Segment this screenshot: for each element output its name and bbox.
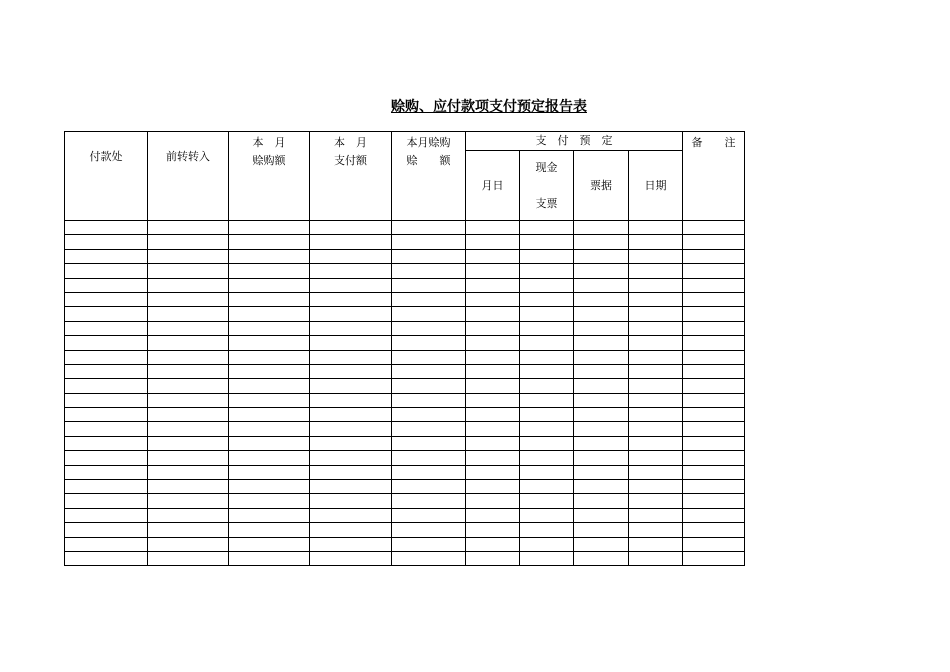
table-cell [392,221,466,235]
header-date [629,151,683,221]
table-cell [683,278,745,292]
table-cell [229,551,310,565]
table-cell [229,292,310,306]
table-cell [520,422,574,436]
table-cell [520,350,574,364]
table-cell [392,537,466,551]
table-cell [65,336,148,350]
table-cell [229,480,310,494]
table-row [65,336,745,350]
table-cell [574,465,629,479]
table-cell [520,393,574,407]
table-cell [629,379,683,393]
table-cell [629,494,683,508]
header-bill-label: 票据 [590,178,612,192]
table-cell [148,336,229,350]
table-cell [392,235,466,249]
table-cell [310,422,392,436]
table-cell [629,350,683,364]
header-payment-line2: 支付额 [334,154,367,167]
header-balance-line2: 赊 额 [406,154,451,167]
table-cell [683,336,745,350]
table-cell [574,451,629,465]
table-cell [629,321,683,335]
table-cell [466,350,520,364]
table-cell [574,393,629,407]
table-cell [466,451,520,465]
table-cell [65,393,148,407]
table-cell [310,551,392,565]
header-remarks [683,132,745,221]
table-cell [392,264,466,278]
table-row [65,523,745,537]
header-cash-check [520,151,574,221]
table-cell [629,249,683,263]
table-cell [310,393,392,407]
table-cell [148,551,229,565]
table-cell [310,465,392,479]
table-cell [629,537,683,551]
table-cell [683,465,745,479]
table-cell [629,278,683,292]
table-cell [520,264,574,278]
table-cell [310,235,392,249]
header-payee [65,132,148,221]
table-cell [574,364,629,378]
table-cell [520,480,574,494]
table-cell [520,221,574,235]
table-row [65,249,745,263]
table-cell [466,292,520,306]
header-balance-line1: 本月赊购 [406,136,451,149]
table-cell [574,235,629,249]
table-cell [310,336,392,350]
table-cell [683,508,745,522]
table-cell [520,307,574,321]
table-cell [229,379,310,393]
table-cell [229,364,310,378]
table-cell [310,494,392,508]
table-cell [574,422,629,436]
header-month-day [466,151,520,221]
table-cell [148,408,229,422]
table-cell [392,278,466,292]
document-title: 赊购、应付款项支付预定报告表 [391,99,587,115]
table-cell [310,249,392,263]
table-cell [466,537,520,551]
table-cell [392,451,466,465]
table-row [65,508,745,522]
table-cell [574,264,629,278]
table-cell [392,422,466,436]
table-row [65,494,745,508]
table-cell [229,494,310,508]
table-cell [629,451,683,465]
table-cell [629,292,683,306]
table-cell [466,336,520,350]
table-cell [392,336,466,350]
table-row [65,480,745,494]
table-cell [392,508,466,522]
table-cell [683,292,745,306]
table-row [65,379,745,393]
table-row [65,364,745,378]
table-cell [229,422,310,436]
table-cell [229,408,310,422]
table-cell [629,422,683,436]
header-payment-schedule [466,132,683,151]
table-cell [148,321,229,335]
table-cell [520,508,574,522]
table-cell [392,350,466,364]
table-row [65,350,745,364]
table-cell [683,436,745,450]
table-cell [65,364,148,378]
table-cell [683,480,745,494]
table-cell [310,508,392,522]
table-row [65,408,745,422]
table-cell [629,436,683,450]
table-cell [392,307,466,321]
table-cell [574,523,629,537]
table-cell [310,292,392,306]
table-cell [683,321,745,335]
table-cell [310,537,392,551]
table-cell [392,551,466,565]
table-cell [520,408,574,422]
table-cell [466,494,520,508]
table-cell [683,264,745,278]
table-cell [392,249,466,263]
table-cell [629,480,683,494]
table-cell [229,523,310,537]
table-cell [574,278,629,292]
table-cell [683,422,745,436]
table-cell [574,508,629,522]
table-cell [466,264,520,278]
table-cell [65,321,148,335]
table-cell [520,249,574,263]
table-cell [229,393,310,407]
table-cell [65,508,148,522]
table-cell [229,465,310,479]
table-cell [574,494,629,508]
table-cell [629,221,683,235]
table-cell [65,350,148,364]
table-cell [392,408,466,422]
table-cell [466,393,520,407]
table-cell [683,523,745,537]
table-cell [574,379,629,393]
table-row [65,321,745,335]
table-cell [310,480,392,494]
table-row [65,393,745,407]
table-cell [392,292,466,306]
table-cell [392,393,466,407]
table-cell [574,551,629,565]
table-cell [629,508,683,522]
table-cell [466,436,520,450]
table-cell [148,436,229,450]
table-cell [310,436,392,450]
table-cell [520,436,574,450]
table-cell [148,422,229,436]
header-credit-purchase-line2: 赊购额 [252,154,286,167]
table-cell [574,408,629,422]
table-row [65,307,745,321]
table-cell [148,508,229,522]
table-cell [574,336,629,350]
table-cell [65,480,148,494]
header-cash-label: 现金 [535,160,558,174]
table-cell [629,336,683,350]
header-date-label: 日期 [644,178,667,192]
table-cell [65,379,148,393]
table-cell [574,221,629,235]
table-row [65,551,745,565]
header-payment-line1: 本 月 [334,136,367,149]
table-row [65,465,745,479]
table-row [65,235,745,249]
table-cell [629,408,683,422]
table-cell [629,264,683,278]
table-cell [229,508,310,522]
header-check-label: 支票 [535,196,558,210]
header-credit-purchase-line1: 本 月 [252,136,286,149]
table-cell [65,436,148,450]
table-row [65,221,745,235]
table-row [65,264,745,278]
header-bill [574,151,629,221]
table-cell [310,408,392,422]
table-row [65,436,745,450]
table-cell [683,221,745,235]
table-cell [683,364,745,378]
table-cell [466,221,520,235]
table-cell [520,235,574,249]
table-cell [148,235,229,249]
table-cell [148,307,229,321]
table-cell [574,480,629,494]
table-cell [574,307,629,321]
table-cell [148,292,229,306]
table-cell [466,465,520,479]
table-cell [466,408,520,422]
table-cell [148,494,229,508]
table-cell [229,307,310,321]
table-cell [65,408,148,422]
table-cell [229,436,310,450]
table-cell [229,451,310,465]
table-cell [520,537,574,551]
table-cell [65,278,148,292]
table-cell [683,379,745,393]
table-cell [683,393,745,407]
table-cell [148,264,229,278]
table-cell [574,321,629,335]
table-cell [65,494,148,508]
table-cell [574,537,629,551]
table-cell [629,465,683,479]
table-cell [466,508,520,522]
header-payment-schedule-label: 支 付 预 定 [535,134,613,147]
table-cell [65,523,148,537]
table-cell [392,523,466,537]
table-cell [466,249,520,263]
table-row [65,278,745,292]
table-cell [229,350,310,364]
table-cell [65,249,148,263]
table-cell [65,537,148,551]
table-row [65,422,745,436]
table-cell [392,436,466,450]
table-cell [629,393,683,407]
table-cell [65,235,148,249]
table-cell [520,523,574,537]
table-cell [310,321,392,335]
table-cell [148,537,229,551]
table-cell [65,451,148,465]
table-row [65,451,745,465]
table-cell [65,307,148,321]
table-cell [229,235,310,249]
table-cell [148,364,229,378]
table-cell [520,465,574,479]
header-carried-forward [148,132,229,221]
table-cell [466,321,520,335]
table-cell [574,436,629,450]
table-cell [683,551,745,565]
table-cell [65,292,148,306]
table-cell [683,249,745,263]
table-cell [392,480,466,494]
header-payment [310,132,392,221]
table-cell [466,523,520,537]
table-cell [148,221,229,235]
table-cell [520,494,574,508]
table-cell [65,264,148,278]
table-cell [229,321,310,335]
table-cell [148,249,229,263]
table-cell [310,364,392,378]
table-cell [629,551,683,565]
table-cell [392,465,466,479]
table-cell [65,465,148,479]
table-cell [520,379,574,393]
table-row [65,292,745,306]
table-cell [629,523,683,537]
table-cell [392,494,466,508]
table-cell [392,321,466,335]
header-balance [392,132,466,221]
table-cell [466,551,520,565]
table-cell [466,379,520,393]
table-cell [148,278,229,292]
table-cell [683,451,745,465]
table-cell [520,336,574,350]
table-cell [574,350,629,364]
header-credit-purchase [229,132,310,221]
table-cell [148,465,229,479]
table-cell [310,221,392,235]
table-cell [520,321,574,335]
header-month-day-label: 月日 [481,178,504,192]
header-remarks-label: 备 注 [691,136,736,149]
table-cell [520,451,574,465]
table-cell [629,307,683,321]
table-cell [466,278,520,292]
table-cell [520,292,574,306]
table-cell [229,537,310,551]
table-cell [683,408,745,422]
table-cell [629,235,683,249]
table-cell [683,235,745,249]
table-cell [65,422,148,436]
table-cell [629,364,683,378]
table-cell [148,523,229,537]
header-carried-forward-label: 前转转入 [166,150,210,163]
table-cell [683,307,745,321]
table-cell [148,379,229,393]
table-cell [392,364,466,378]
table-cell [520,551,574,565]
table-cell [466,422,520,436]
table-cell [310,264,392,278]
table-cell [466,235,520,249]
table-cell [65,221,148,235]
table-cell [148,480,229,494]
table-cell [229,221,310,235]
table-cell [310,451,392,465]
header-payee-label: 付款处 [89,150,123,163]
table-cell [65,551,148,565]
table-cell [229,336,310,350]
table-cell [520,364,574,378]
table-row [65,537,745,551]
payment-schedule-table [64,131,745,566]
table-cell [310,350,392,364]
table-cell [229,278,310,292]
table-cell [229,264,310,278]
table-cell [148,451,229,465]
table-cell [574,249,629,263]
table-cell [310,307,392,321]
table-cell [310,523,392,537]
table-cell [229,249,310,263]
table-cell [520,278,574,292]
table-cell [683,494,745,508]
table-cell [466,307,520,321]
table-cell [148,350,229,364]
table-cell [310,278,392,292]
table-cell [392,379,466,393]
table-cell [574,292,629,306]
table-cell [466,364,520,378]
table-cell [148,393,229,407]
table-cell [683,350,745,364]
table-cell [683,537,745,551]
table-cell [466,480,520,494]
table-cell [310,379,392,393]
